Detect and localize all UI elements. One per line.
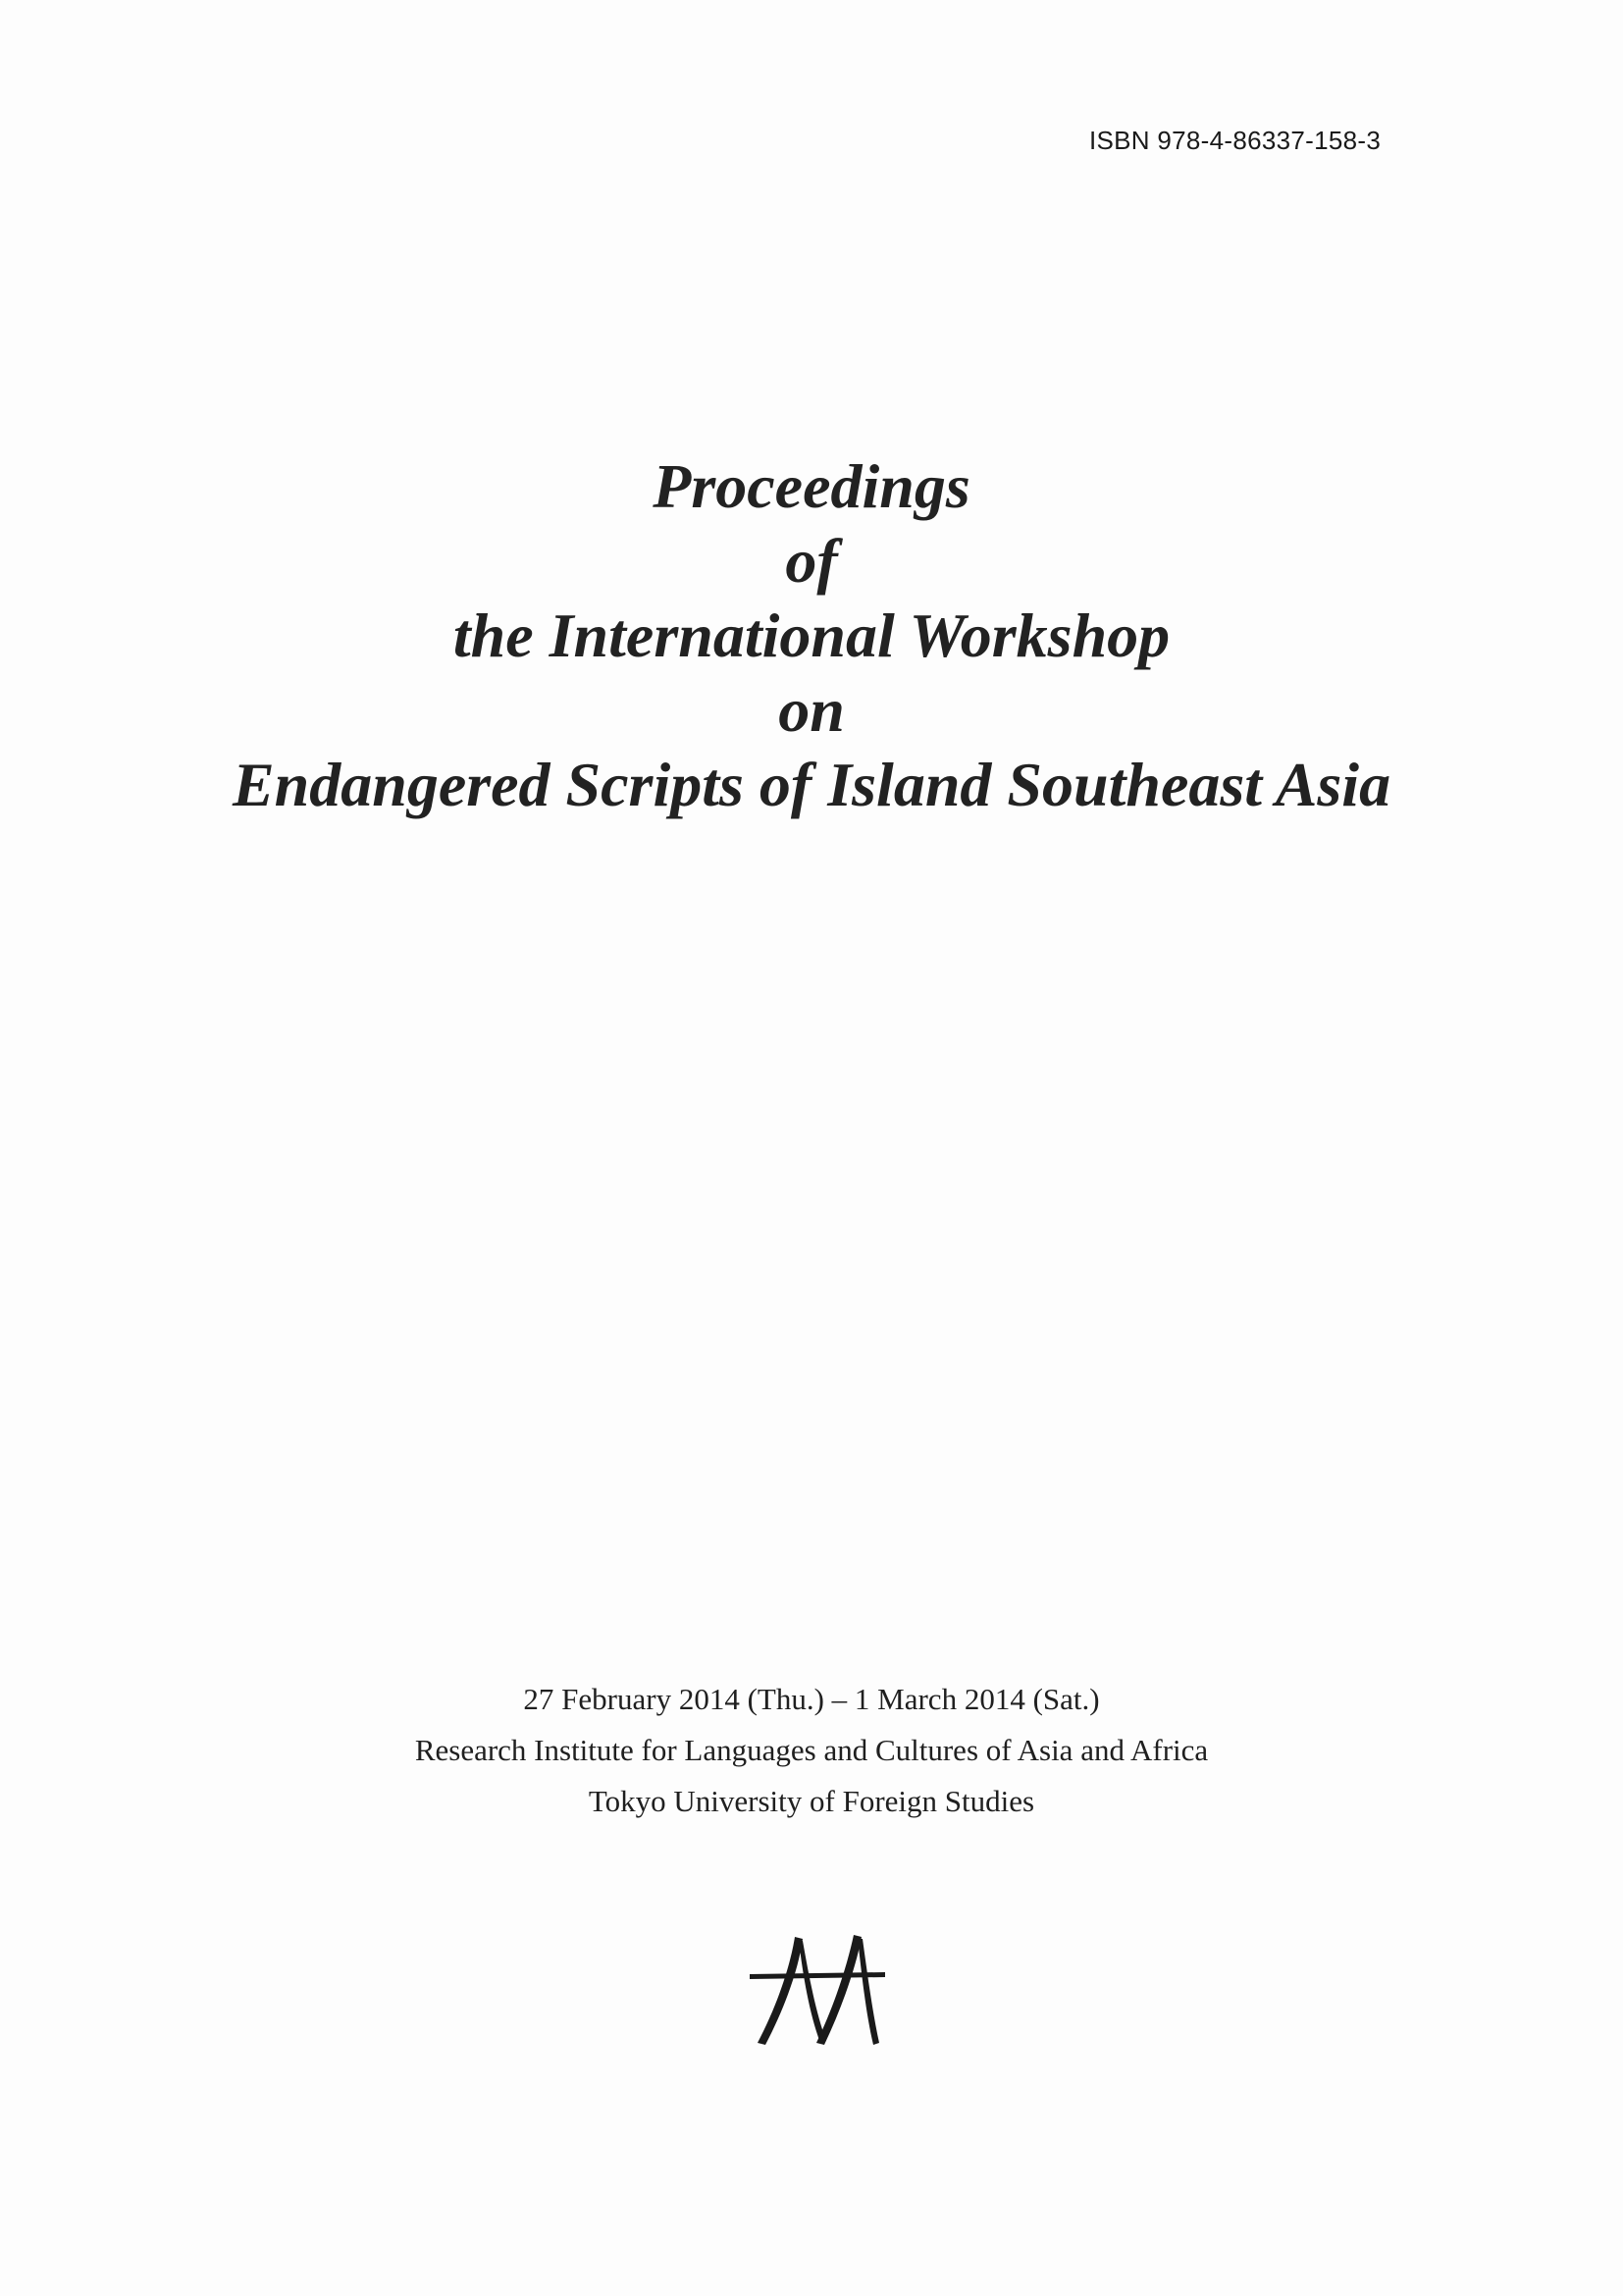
workshop-info — [0, 1674, 1623, 1827]
title-line-scripts: Endangered Scripts of Island Southeast Asia — [232, 750, 1391, 819]
isbn-number: ISBN 978-4-86337-158-3 — [1089, 126, 1382, 155]
title-line-workshop: the International Workshop — [452, 600, 1171, 670]
title-line-of: of — [785, 526, 838, 596]
aa-logo-icon — [744, 1933, 891, 2051]
proceedings-title — [0, 449, 1623, 822]
workshop-dates: 27 February 2014 (Thu.) – 1 March 2014 (Sat.) — [523, 1682, 1100, 1716]
title-line-proceedings: Proceedings — [653, 451, 970, 521]
title-line-on: on — [778, 675, 845, 745]
institute-name: Research Institute for Languages and Cultures of Asia and Africa — [414, 1733, 1209, 1767]
university-name: Tokyo University of Foreign Studies — [588, 1784, 1035, 1818]
